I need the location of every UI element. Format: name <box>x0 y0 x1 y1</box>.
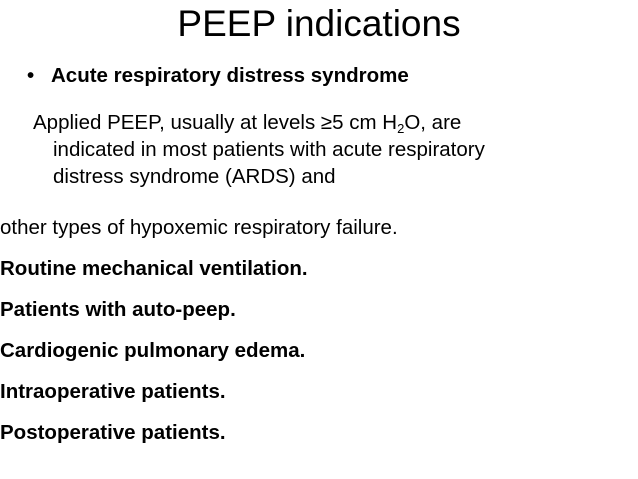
indication-item: Postoperative patients. <box>0 421 226 444</box>
indication-item: Cardiogenic pulmonary edema. <box>0 339 306 362</box>
bullet-item-ards <box>27 64 409 88</box>
paragraph-line-1 <box>33 111 461 135</box>
indication-item: Intraoperative patients. <box>0 380 226 403</box>
slide-title: PEEP indications <box>177 3 461 44</box>
indication-item: Routine mechanical ventilation. <box>0 257 308 280</box>
bullet-heading: Acute respiratory distress syndrome <box>51 64 409 87</box>
paragraph-line-4: other types of hypoxemic respiratory failure. <box>0 216 398 239</box>
paragraph-line-3: distress syndrome (ARDS) and <box>53 165 336 188</box>
indication-item: Patients with auto-peep. <box>0 298 236 321</box>
paragraph-line-2: indicated in most patients with acute respiratory <box>53 138 485 161</box>
paragraph-line-1-suffix: O, are <box>404 111 462 134</box>
paragraph-line-1-prefix: Applied PEEP, usually at levels ≥5 cm H <box>33 111 398 134</box>
subscript-2: 2 <box>397 121 405 136</box>
bullet-icon: • <box>27 64 35 87</box>
